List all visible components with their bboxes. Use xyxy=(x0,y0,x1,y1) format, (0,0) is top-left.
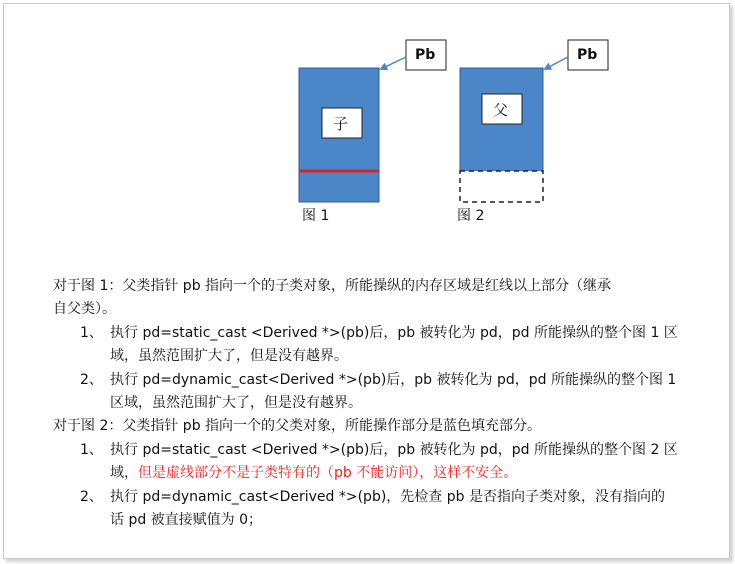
intro-figure-1-line-2: 自父类）。 xyxy=(53,301,116,317)
item-3-line-2-prefix: 域， xyxy=(110,465,138,481)
pb-pointer-arrow-1 xyxy=(381,57,406,69)
parent-box-label: 父 xyxy=(493,101,509,119)
item-4-line-1: 执行 pd=dynamic_cast<Derived *>(pb)，先检查 pb 是否指向子类对象，没有指向的 xyxy=(110,489,665,505)
pb-label-2: Pb xyxy=(577,47,598,63)
list-number: 2、 xyxy=(80,489,103,505)
item-3-line-1: 执行 pd=static_cast <Derived *>(pb)后，pb 被转化为 pd，pd 所能操纵的整个图 2 区 xyxy=(110,442,678,458)
item-3-warning-text: 但是虚线部分不是子类特有的（pb 不能访问），这样不安全。 xyxy=(138,465,518,481)
pb-pointer-arrow-2 xyxy=(545,57,568,69)
list-number: 1、 xyxy=(80,325,103,341)
list-number: 2、 xyxy=(80,372,103,388)
pb-label-1: Pb xyxy=(415,47,436,63)
item-1-line-1: 执行 pd=static_cast <Derived *>(pb)后，pb 被转化为 pd，pd 所能操纵的整个图 1 区 xyxy=(110,325,678,341)
intro-figure-1-line-1: 对于图 1：父类指针 pb 指向一个的子类对象，所能操纵的内存区域是红线以上部分（继承 xyxy=(53,278,612,294)
list-number: 1、 xyxy=(80,442,103,458)
figure-1-caption: 图 1 xyxy=(302,208,330,224)
item-2-line-1: 执行 pd=dynamic_cast<Derived *>(pb)后，pb 被转化为 pd，pd 所能操纵的整个图 1 xyxy=(110,372,677,388)
child-box-label: 子 xyxy=(333,115,349,133)
figure-2-caption: 图 2 xyxy=(457,208,485,224)
item-4-line-2: 话 pd 被直接赋值为 0； xyxy=(110,512,263,528)
item-1-line-2: 域，虽然范围扩大了，但是没有越界。 xyxy=(110,348,348,364)
item-2-line-2: 区域，虽然范围扩大了，但是没有越界。 xyxy=(110,395,362,411)
derived-extension-dashed-box xyxy=(460,171,543,202)
item-3-line-2 xyxy=(110,462,517,485)
intro-figure-2: 对于图 2：父类指针 pb 指向一个的父类对象，所能操作部分是蓝色填充部分。 xyxy=(53,418,542,434)
